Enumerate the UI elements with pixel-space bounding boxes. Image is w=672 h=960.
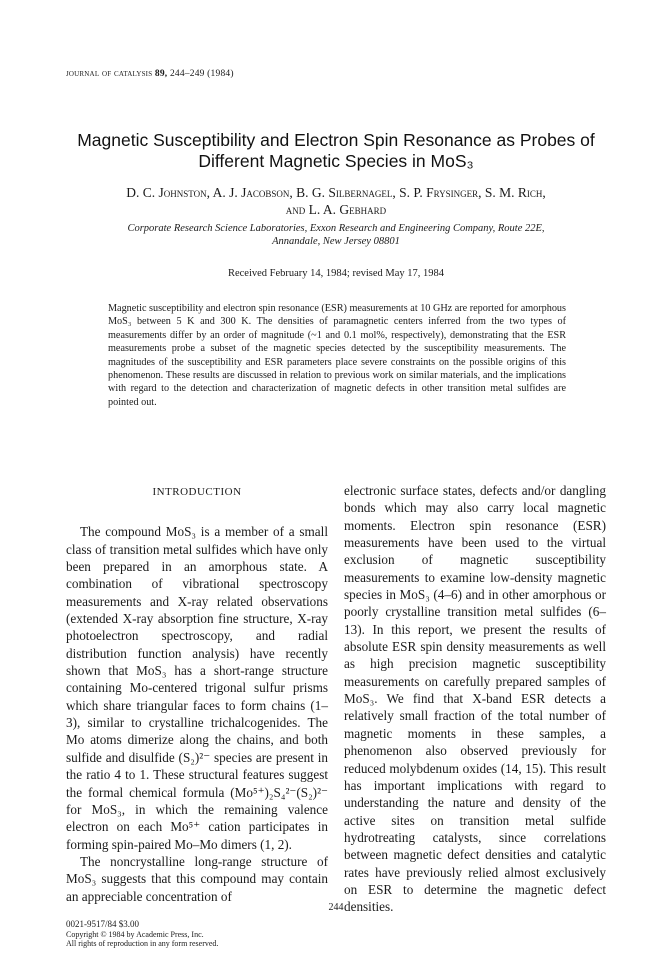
affiliation-line-1: Corporate Research Science Laboratories, Exxon Research and Engineering Company, Route 22E, xyxy=(127,223,545,234)
journal-header xyxy=(66,68,234,79)
journal-volume: 89, xyxy=(154,69,168,79)
received-dates: Received February 14, 1984; revised May 17, 1984 xyxy=(227,268,445,279)
authors-line-1: D. C. Johnston, A. J. Jacobson, B. G. Silbernagel, S. P. Frysinger, S. M. Rich, xyxy=(126,185,546,200)
affiliation xyxy=(66,222,606,248)
intro-paragraph-2: The noncrystalline long-range structure of MoS₃ suggests that this compound may contain an appreciable concentration of xyxy=(66,853,328,904)
journal-pages: 244–249 (1984) xyxy=(169,69,234,79)
intro-paragraph-3: electronic surface states, defects and/or dangling bonds which may also carry local magnetic moments. Electron spin resonance (ESR) measurements have been used to the virtual exclusion of magnetic susceptibility measurements to examine low-density magnetic species in MoS₃ (4–6) and in other amorphous or poorly crystalline transition metal sulfides (6–13). In this report, we present the results of absolute ESR spin density measurements as well as high precision magnetic susceptibility measurements on carefully prepared samples of MoS₃. We find that X-band ESR detects a relatively small fraction of the total number of magnetic moments in these samples, a phenomenon also observed previously for reduced molybdenum oxides (14, 15). This result has important implications with regard to understanding the nature and density of the active sites on transition metal sulfide hydrotreating catalysts, since correlations between magnetic defect densities and catalytic rates have previously relied almost exclusively on ESR to determine the magnetic defect densities. xyxy=(344,483,606,915)
footer-rights: All rights of reproduction in any form reserved. xyxy=(66,939,219,949)
paper-title xyxy=(60,130,612,172)
section-heading-introduction: INTRODUCTION xyxy=(152,486,242,498)
title-line-2: Different Magnetic Species in MoS₃ xyxy=(198,151,474,171)
page-number: 244 xyxy=(328,902,344,913)
author-list xyxy=(66,184,606,218)
authors-line-2: and L. A. Gebhard xyxy=(285,202,387,217)
intro-paragraph-1: The compound MoS₃ is a member of a small class of transition metal sulfides which have only been prepared in an amorphous state. A combination of vibrational spectroscopy measurements and X-ray related observations (extended X-ray absorption fine structure, X-ray photoelectron spectroscopy, and radial distribution function analysis) have recently shown that MoS₃ has a short-range structure containing Mo-centered trigonal sulfur prisms which share triangular faces to form chains (1–3), similar to crystalline trichalcogenides. The Mo atoms dimerize along the chains, and both sulfide and disulfide (S₂)²⁻ species are present in the ratio 4 to 1. These structural features suggest the formal chemical formula (Mo⁵⁺)₂S₄²⁻(S₂)²⁻ for MoS₃, in which the remaining valence electron on each Mo⁵⁺ cation participates in forming spin-paired Mo–Mo dimers (1, 2). xyxy=(66,524,328,852)
right-column xyxy=(344,482,606,916)
journal-name: journal of catalysis xyxy=(66,68,153,79)
affiliation-line-2: Annandale, New Jersey 08801 xyxy=(272,236,400,247)
abstract: Magnetic susceptibility and electron spin resonance (ESR) measurements at 10 GHz are reported for amorphous MoS₃ between 5 K and 300 K. The densities of paramagnetic centers inferred from the two types of measurements differ by an order of magnitude (~1 and 0.1 mol%, respectively), demonstrating that the ESR measurements probe a subset of the magnetic species detected by the susceptibility measurements. The magnitudes of the susceptibility and ESR parameters place severe constraints on the possible origins of this phenomenon. These results are discussed in relation to previous work on similar materials, and the implications with regard to the detection and characterization of magnetic defects in other transition metal sulfides are pointed out. xyxy=(108,303,566,408)
footer xyxy=(66,920,218,949)
title-line-1: Magnetic Susceptibility and Electron Spin Resonance as Probes of xyxy=(77,130,595,150)
footer-code: 0021-9517/84 $3.00 xyxy=(66,919,139,929)
left-column xyxy=(66,484,328,905)
footer-copyright: Copyright © 1984 by Academic Press, Inc. xyxy=(66,929,204,939)
